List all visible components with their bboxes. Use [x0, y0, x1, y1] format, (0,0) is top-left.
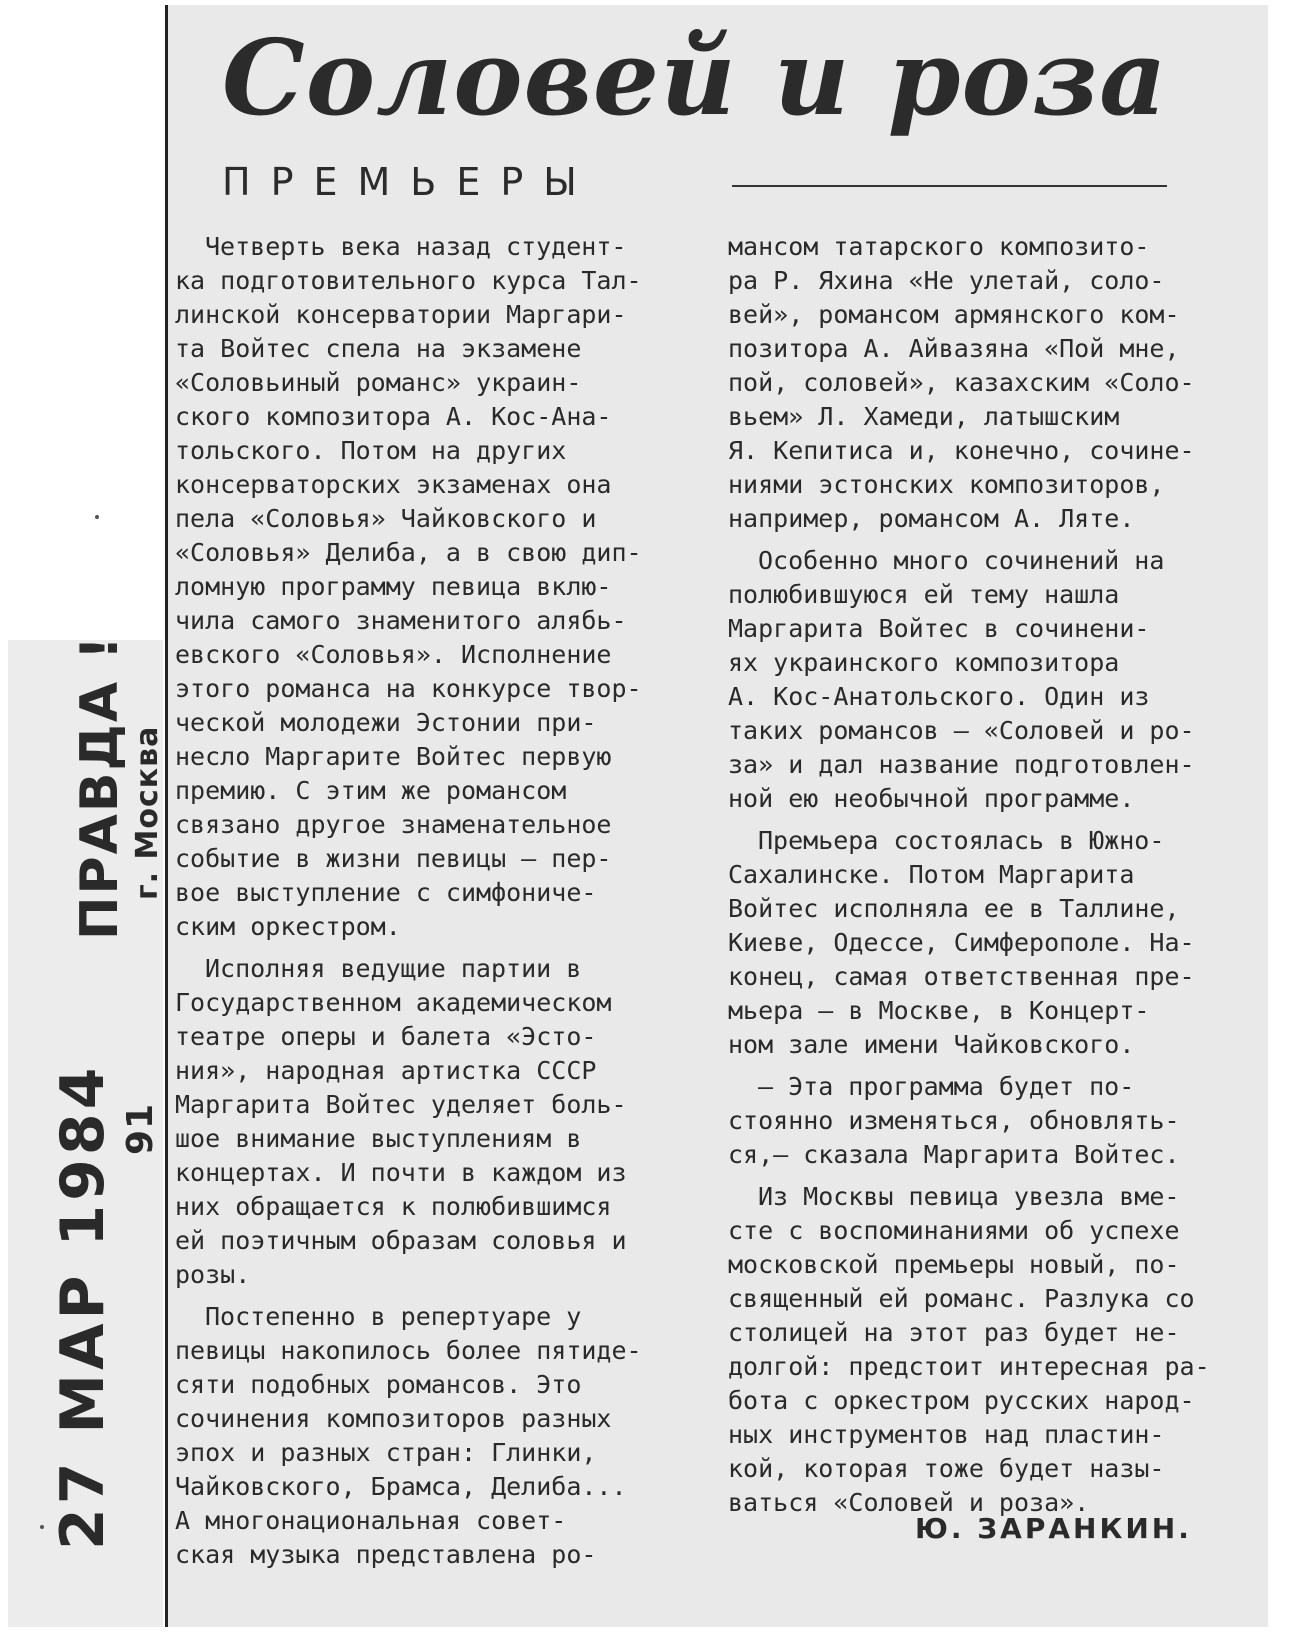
article-headline: Соловей и роза	[222, 16, 1168, 139]
paragraph: Четверть века назад студент- ка подготовительного курса Тал- линской консерватории Маргари- та Войтес спела на экзамене «Соловьиный романс» украин- ского композитора А. Кос-Ана- тольского. Потом на других консерваторских экзаменах она пела «Соловья» Чайковского и «Соловья» Делиба, а в свою дип- ломную программу певица вклю- чила самого знаменитого алябь- евского «Соловья». Исполнение этого романса на конкурсе твор- ческой молодежи Эстонии при- несло Маргарите Войтес первую премию. С этим же романсом связано другое знаменательное событие в жизни певицы — пер- вое выступление с симфониче- ским оркестром.	[175, 232, 642, 941]
author-signature: Ю. ЗАРАНКИН.	[915, 1512, 1192, 1545]
stamp-city: г. Москва	[130, 725, 165, 900]
paragraph: Премьера состоялась в Южно- Сахалинске. Потом Маргарита Войтес исполняла ее в Таллине, Киеве, Одессе, Симферополе. На- конец, самая ответственная пре- мьера — в Москве, в Концерт- ном зале имени Чайковского.	[728, 826, 1195, 1059]
stamp-newspaper: ПРАВДА !	[70, 634, 130, 940]
stamp-year-suffix: 91	[120, 1102, 161, 1155]
paragraph: Исполняя ведущие партии в Государственном академическом театре оперы и балета «Эсто- ния», народная артистка СССР Маргарита Войтес уделяет боль- шое внимание выступлениям в концертах. И почти в каждом из них обращается к полюбившимся ей поэтичным образам соловья и розы.	[175, 954, 627, 1289]
stamp-date: 27 МАР 1984	[48, 1063, 118, 1550]
paper-speck	[95, 515, 99, 519]
paragraph: — Эта программа будет по- стоянно изменяться, обновлять- ся,— сказала Маргарита Войтес.	[728, 1072, 1180, 1169]
paragraph: Из Москвы певица увезла вме- сте с воспоминаниями об успехе московской премьеры новый, по- священный ей романс. Разлука со столицей на этот раз будет не- долгой: предстоит интересная ра- бота с оркестром русских народ- ных инструментов над пластин- кой, которая тоже будет назы- ваться «Соловей и роза».	[728, 1182, 1210, 1517]
rubric-rule	[732, 185, 1167, 187]
paper-speck	[40, 1525, 44, 1529]
article-column-left	[175, 230, 685, 1580]
article-column-right	[728, 230, 1233, 1528]
paragraph: Постепенно в репертуаре у певицы накопилось более пятиде- сяти подобных романсов. Это сочинения композиторов разных эпох и разных стран: Глинки, Чайковского, Брамса, Делиба... А многонациональная совет- ская музыка представлена ро-	[175, 1302, 642, 1569]
paragraph: мансом татарского композито- ра Р. Яхина «Не улетай, соло- вей», романсом армянского ком- позитора А. Айвазяна «Пой мне, пой, соловей», казахским «Соло- вьем» Л. Хамеди, латышским Я. Кепитиса и, конечно, сочине- ниями эстонских композиторов, например, романсом А. Ляте.	[728, 232, 1195, 533]
paragraph: Особенно много сочинений на полюбившуюся ей тему нашла Маргарита Войтес в сочинени- ях украинского композитора А. Кос-Анатольского. Один из таких романсов — «Соловей и ро- за» и дал название подготовлен- ной ею необычной программе.	[728, 546, 1195, 813]
rubric-label: ПРЕМЬЕРЫ	[222, 160, 597, 204]
